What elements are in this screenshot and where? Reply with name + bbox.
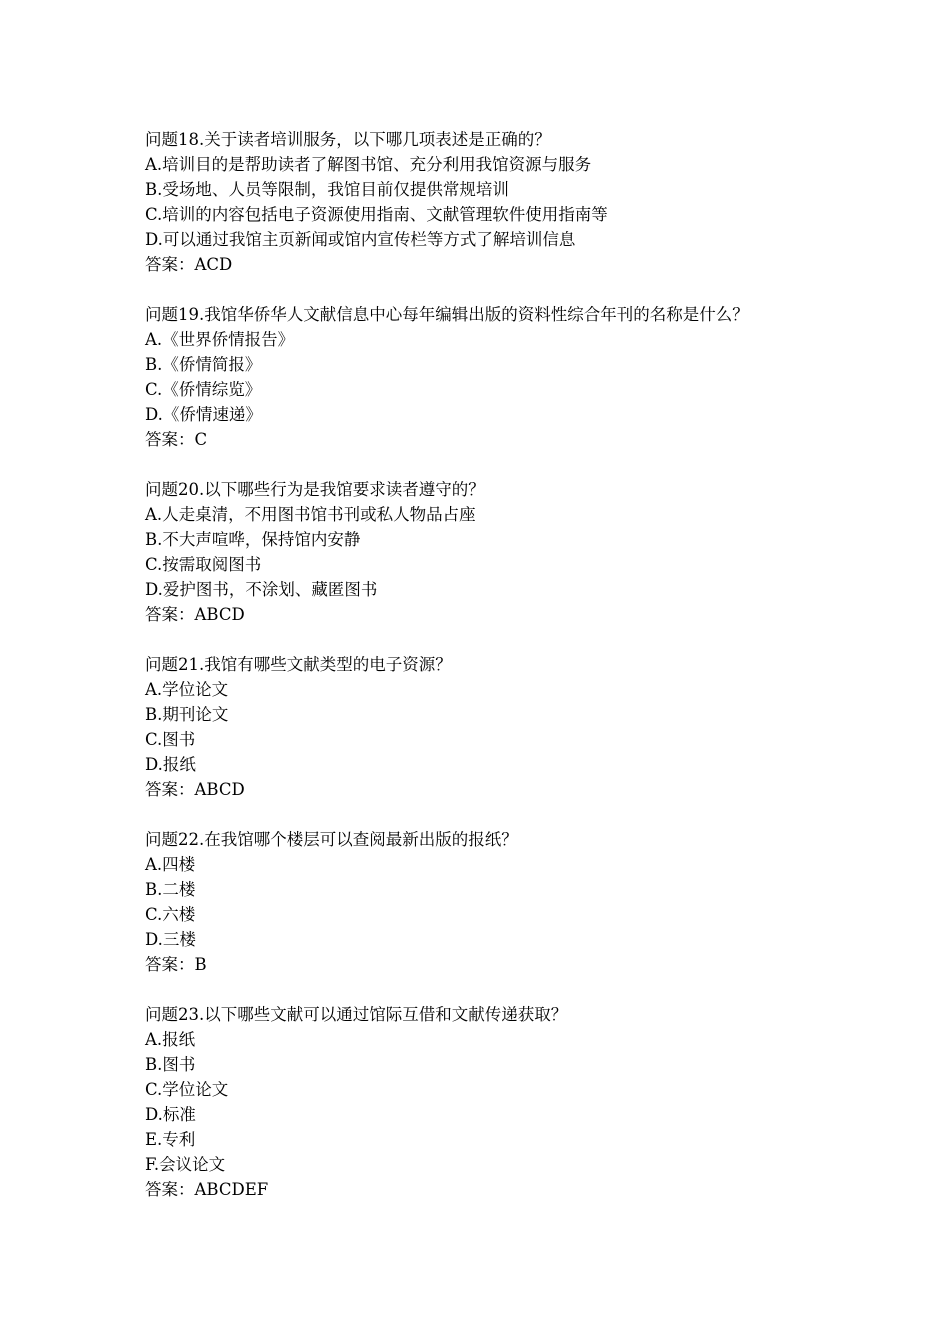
- option-e: E.专利: [145, 1130, 196, 1149]
- question-block-20: [145, 477, 805, 627]
- option-c: C.培训的内容包括电子资源使用指南、文献管理软件使用指南等: [145, 205, 608, 224]
- option-d: D.三楼: [145, 930, 196, 949]
- question-text: 问题23.以下哪些文献可以通过馆际互借和文献传递获取？: [145, 1005, 568, 1024]
- option-b: B.《侨情简报》: [145, 355, 262, 374]
- question-text: 问题20.以下哪些行为是我馆要求读者遵守的？: [145, 480, 485, 499]
- option-b: B.二楼: [145, 880, 196, 899]
- answer-text: 答案：C: [145, 430, 208, 449]
- option-a: A.学位论文: [145, 680, 229, 699]
- answer-text: 答案：ABCDEF: [145, 1180, 269, 1199]
- option-a: A.人走桌清，不用图书馆书刊或私人物品占座: [145, 505, 476, 524]
- option-c: C.图书: [145, 730, 196, 749]
- answer-text: 答案：ABCD: [145, 780, 245, 799]
- option-d: D.可以通过我馆主页新闻或馆内宣传栏等方式了解培训信息: [145, 230, 576, 249]
- question-block-21: [145, 652, 805, 802]
- question-block-23: [145, 1002, 805, 1202]
- option-b: B.受场地、人员等限制，我馆目前仅提供常规培训: [145, 180, 509, 199]
- document-page: [145, 127, 805, 1227]
- option-c: C.六楼: [145, 905, 196, 924]
- option-c: C.《侨情综览》: [145, 380, 262, 399]
- answer-text: 答案：ABCD: [145, 605, 245, 624]
- option-d: D.标准: [145, 1105, 196, 1124]
- option-b: B.不大声喧哗，保持馆内安静: [145, 530, 361, 549]
- option-c: C.学位论文: [145, 1080, 229, 1099]
- question-block-18: [145, 127, 805, 277]
- option-c: C.按需取阅图书: [145, 555, 262, 574]
- question-text: 问题22.在我馆哪个楼层可以查阅最新出版的报纸？: [145, 830, 518, 849]
- option-d: D.爱护图书，不涂划、藏匿图书: [145, 580, 378, 599]
- answer-text: 答案：B: [145, 955, 207, 974]
- option-d: D.《侨情速递》: [145, 405, 262, 424]
- option-b: B.期刊论文: [145, 705, 229, 724]
- question-block-19: [145, 302, 805, 452]
- option-a: A.《世界侨情报告》: [145, 330, 295, 349]
- question-text: 问题19.我馆华侨华人文献信息中心每年编辑出版的资料性综合年刊的名称是什么？: [145, 305, 749, 324]
- option-a: A.四楼: [145, 855, 196, 874]
- option-a: A.报纸: [145, 1030, 196, 1049]
- option-b: B.图书: [145, 1055, 196, 1074]
- option-f: F.会议论文: [145, 1155, 226, 1174]
- option-d: D.报纸: [145, 755, 196, 774]
- question-text: 问题18.关于读者培训服务，以下哪几项表述是正确的？: [145, 130, 551, 149]
- option-a: A.培训目的是帮助读者了解图书馆、充分利用我馆资源与服务: [145, 155, 592, 174]
- question-block-22: [145, 827, 805, 977]
- question-text: 问题21.我馆有哪些文献类型的电子资源？: [145, 655, 452, 674]
- answer-text: 答案：ACD: [145, 255, 233, 274]
